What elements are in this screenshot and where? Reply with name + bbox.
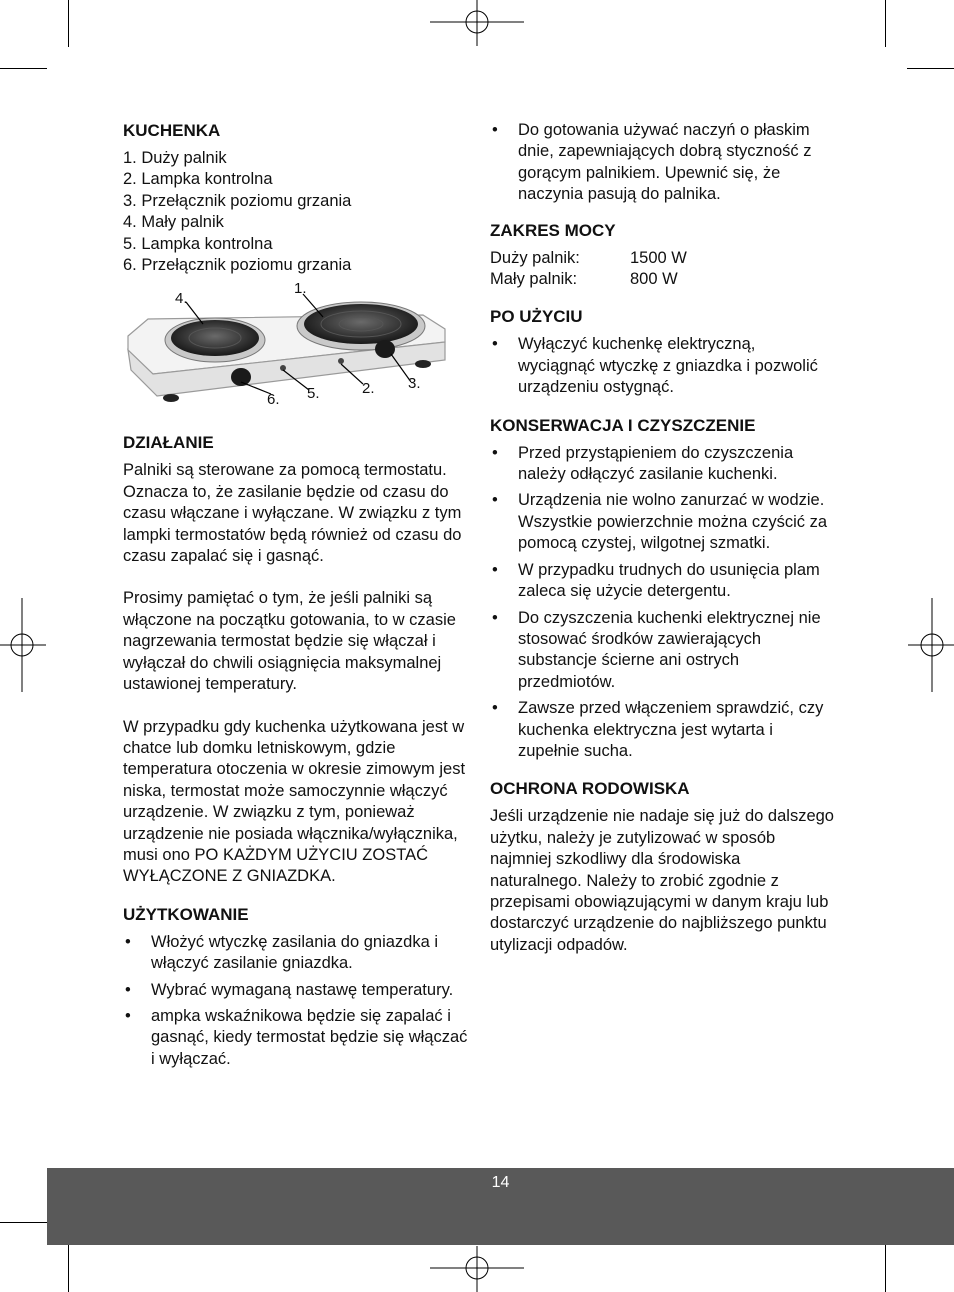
crop-mark [68, 0, 69, 47]
list-item: • ampka wskaźnikowa będzie się zapalać i gasnąć, kiedy termostat będzie się włączać i wyłączać. [125, 1006, 468, 1068]
callout-label: 3. [408, 375, 421, 393]
bullet: • [492, 121, 498, 139]
section-uzytkowanie [123, 904, 468, 1070]
bullet-list [490, 443, 835, 763]
bullet: • [125, 1006, 131, 1025]
crop-mark [0, 68, 47, 69]
section-title: DZIAŁANIE [123, 433, 214, 453]
crop-mark [885, 0, 886, 47]
section-kuchenka [123, 120, 468, 276]
crop-mark [885, 1245, 886, 1292]
hotplate-figure [123, 282, 468, 412]
list-item: 4. Mały palnik [123, 213, 224, 232]
list-item: 6. Przełącznik poziomu grzania [123, 256, 352, 275]
parts-list [123, 148, 468, 276]
footer-bar [47, 1168, 954, 1245]
crop-mark [68, 1245, 69, 1292]
section-zakres-mocy [490, 220, 835, 291]
spec-value: 800 W [630, 270, 678, 289]
spec-row [490, 248, 835, 269]
paragraph: W przypadku gdy kuchenka użytkowana jest w chatce lub domku letniskowym, gdzie temperatura otoczenia w okresie zimowym jest niska, termostat może samoczynnie włączyć urządzenie. W związku z tym, ponieważ urządzenie nie posiada włącznika/wyłącznika, musi ono PO KAŻDYM UŻYCIU ZOSTAĆ WYŁĄCZONE Z GNIAZDKA. [123, 717, 466, 886]
spec-row [490, 269, 835, 290]
list-item: • W przypadku trudnych do usunięcia plam zaleca się użycie detergentu. [492, 560, 820, 601]
spec-label: Mały palnik: [490, 270, 578, 289]
registration-mark-right [908, 598, 954, 692]
section-po-uzyciu [490, 306, 835, 398]
list-item: • Włożyć wtyczkę zasilania do gniazdka i włączyć zasilanie gniazdka. [125, 932, 439, 973]
list-item: • Wybrać wymaganą nastawę temperatury. [123, 980, 468, 1001]
bullet: • [125, 932, 131, 951]
bullet-list [490, 334, 835, 398]
list-item: 3. Przełącznik poziomu grzania [123, 191, 352, 210]
paragraph: Palniki są sterowane za pomocą termostatu. Oznacza to, że zasilanie będzie od czasu do czasu włączane i wyłączane. W związku z tym lampki termostatów będą również od czasu do czasu zapalać się i gasnąć. [123, 461, 462, 566]
callout-label: 4. [175, 290, 188, 308]
bullet: • [125, 980, 131, 999]
bullet: • [492, 608, 498, 627]
section-title: KUCHENKA [123, 121, 221, 140]
left-column [123, 120, 468, 1075]
list-item: 2. Lampka kontrolna [123, 170, 273, 189]
bullet: • [492, 699, 498, 718]
section-title: OCHRONA RODOWISKA [490, 779, 690, 799]
section-dzialanie [123, 432, 468, 887]
paragraph: Prosimy pamiętać o tym, że jeśli palniki są włączone na początku gotowania, to w czasie nagrzewania termostat będzie się włączał i wyłączał do chwili osiągnięcia maksymalnej ustawionej temperatury. [123, 589, 456, 694]
bullet-list [490, 120, 835, 206]
bullet: • [492, 491, 498, 510]
list-item: 5. Lampka kontrolna [123, 234, 273, 253]
list-item: 1. Duży palnik [123, 149, 227, 167]
callout-label: 2. [362, 380, 375, 398]
list-item: • Zawsze przed włączeniem sprawdzić, czy kuchenka elektryczna jest wytarta i zupełnie sucha. [492, 699, 824, 760]
section-title: PO UŻYCIU [490, 307, 583, 327]
registration-mark-left [0, 598, 46, 692]
spec-label: Duży palnik: [490, 248, 580, 267]
section-ochrona [490, 778, 835, 956]
right-column [490, 120, 835, 956]
section-title: KONSERWACJA I CZYSZCZENIE [490, 415, 756, 435]
spec-value: 1500 W [630, 248, 687, 267]
registration-mark-top [430, 0, 524, 46]
page-number: 14 [491, 1174, 510, 1191]
bullet: • [492, 560, 498, 579]
list-item: • Wyłączyć kuchenkę elektryczną, wyciągnąć wtyczkę z gniazdka i pozwolić urządzeniu ostygnąć. [492, 335, 818, 397]
bullet: • [492, 335, 498, 354]
crop-mark [907, 68, 954, 69]
callout-label: 1. [294, 280, 307, 298]
registration-mark-bottom [430, 1246, 524, 1292]
paragraph: Jeśli urządzenie nie nadaje się już do dalszego użytku, należy je zutylizować w sposób najmniej szkodliwy dla środowiska naturalnego. Należy to zrobić zgodnie z przepisami obowiązującymi w danym kraju lub dostarczyć urządzenie do najbliższego punktu utylizacji odpadów. [490, 807, 834, 954]
section-konserwacja [490, 415, 835, 763]
section-title: UŻYTKOWANIE [123, 904, 249, 924]
callout-label: 6. [267, 391, 280, 409]
section-title: ZAKRES MOCY [490, 220, 616, 240]
list-item: • Do czyszczenia kuchenki elektrycznej nie stosować środków zawierających substancje ścierne ani ostrych przedmiotów. [492, 608, 821, 691]
bullet-list [123, 932, 468, 1070]
list-item: • Przed przystąpieniem do czyszczenia należy odłączyć zasilanie kuchenki. [492, 443, 794, 484]
list-item: • Urządzenia nie wolno zanurzać w wodzie. Wszystkie powierzchnie można czyścić za pomocą czystej, wilgotnej szmatki. [492, 491, 828, 553]
list-item: • Do gotowania używać naczyń o płaskim dnie, zapewniających dobrą styczność z gorącym palnikiem. Upewnić się, że naczynia pasują do palnika. [492, 121, 812, 204]
callout-label: 5. [307, 385, 320, 403]
crop-mark [0, 1222, 47, 1223]
bullet: • [492, 443, 498, 462]
